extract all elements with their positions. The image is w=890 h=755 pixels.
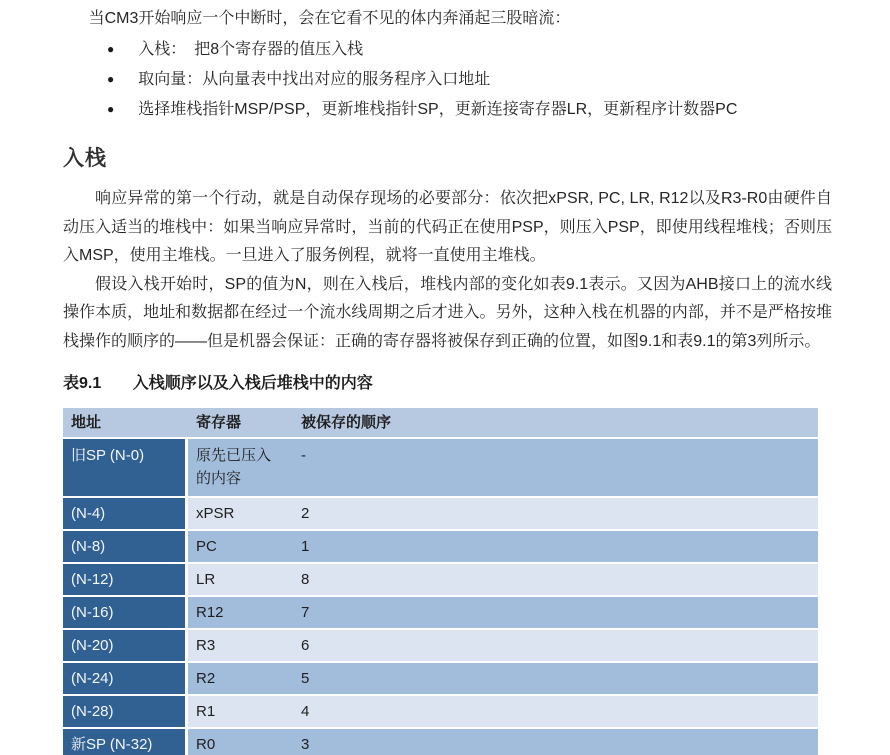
order-cell: 1	[293, 529, 818, 562]
stacking-order-table	[63, 408, 818, 755]
bullet-text: 取向量：从向量表中找出对应的服务程序入口地址	[138, 71, 491, 88]
register-cell: R2	[188, 661, 293, 694]
order-cell: -	[293, 437, 818, 496]
order-cell: 6	[293, 628, 818, 661]
order-cell: 3	[293, 727, 818, 755]
order-cell: 5	[293, 661, 818, 694]
column-header-register: 寄存器	[188, 408, 293, 437]
table-row	[63, 628, 818, 661]
table-row	[63, 437, 818, 496]
register-cell: R12	[188, 595, 293, 628]
register-cell: xPSR	[188, 496, 293, 529]
address-cell: 旧SP (N-0)	[63, 437, 188, 496]
table-row	[63, 529, 818, 562]
table-caption-title: 入栈顺序以及入栈后堆栈中的内容	[132, 375, 373, 392]
register-cell: R0	[188, 727, 293, 755]
table-row	[63, 727, 818, 755]
bullet-text: 入栈： 把8个寄存器的值压入栈	[138, 41, 364, 58]
table-caption-label: 表9.1	[63, 375, 102, 392]
address-cell: (N-8)	[63, 529, 188, 562]
order-cell: 2	[293, 496, 818, 529]
column-header-order: 被保存的顺序	[293, 408, 818, 437]
order-cell: 4	[293, 694, 818, 727]
bullet-list	[63, 35, 832, 125]
address-cell: (N-24)	[63, 661, 188, 694]
table-header-row	[63, 408, 818, 437]
section-heading: 入栈	[63, 147, 107, 170]
bullet-text: 选择堆栈指针MSP/PSP，更新堆栈指针SP，更新连接寄存器LR，更新程序计数器PC	[138, 101, 738, 118]
bullet-item	[63, 95, 832, 125]
bullet-icon: ●	[107, 72, 115, 86]
bullet-item	[63, 35, 832, 65]
table-row	[63, 694, 818, 727]
table-row	[63, 562, 818, 595]
register-cell: LR	[188, 562, 293, 595]
address-cell: (N-4)	[63, 496, 188, 529]
intro-paragraph: 当CM3开始响应一个中断时，会在它看不见的体内奔涌起三股暗流：	[88, 10, 571, 27]
register-cell: R3	[188, 628, 293, 661]
body-paragraph-1: 响应异常的第一个行动，就是自动保存现场的必要部分：依次把xPSR, PC, LR, R12以及R3-R0由硬件自动压入适当的堆栈中：如果当响应异常时，当前的代码正在使用PSP，则压入PSP，即使用线程堆栈；否则压入MSP，使用主堆栈。一旦进入了服务例程，就将一直使用主堆栈。	[63, 190, 832, 264]
address-cell: (N-16)	[63, 595, 188, 628]
address-cell: 新SP (N-32)	[63, 727, 188, 755]
table-caption	[63, 370, 832, 393]
register-cell: PC	[188, 529, 293, 562]
bullet-icon: ●	[107, 42, 115, 56]
table-row	[63, 661, 818, 694]
order-cell: 7	[293, 595, 818, 628]
register-cell: R1	[188, 694, 293, 727]
address-cell: (N-28)	[63, 694, 188, 727]
address-cell: (N-12)	[63, 562, 188, 595]
bullet-icon: ●	[107, 102, 115, 116]
table-row	[63, 595, 818, 628]
address-cell: (N-20)	[63, 628, 188, 661]
table-row	[63, 496, 818, 529]
column-header-address: 地址	[63, 408, 188, 437]
bullet-item	[63, 65, 832, 95]
order-cell: 8	[293, 562, 818, 595]
body-paragraph-2: 假设入栈开始时，SP的值为N，则在入栈后，堆栈内部的变化如表9.1表示。又因为AHB接口上的流水线操作本质，地址和数据都在经过一个流水线周期之后才进入。另外，这种入栈在机器的内部，并不是严格按堆栈操作的顺序的——但是机器会保证：正确的寄存器将被保存到正确的位置，如图9.1和表9.1的第3列所示。	[63, 275, 832, 350]
register-cell: 原先已压入的内容	[188, 437, 293, 496]
